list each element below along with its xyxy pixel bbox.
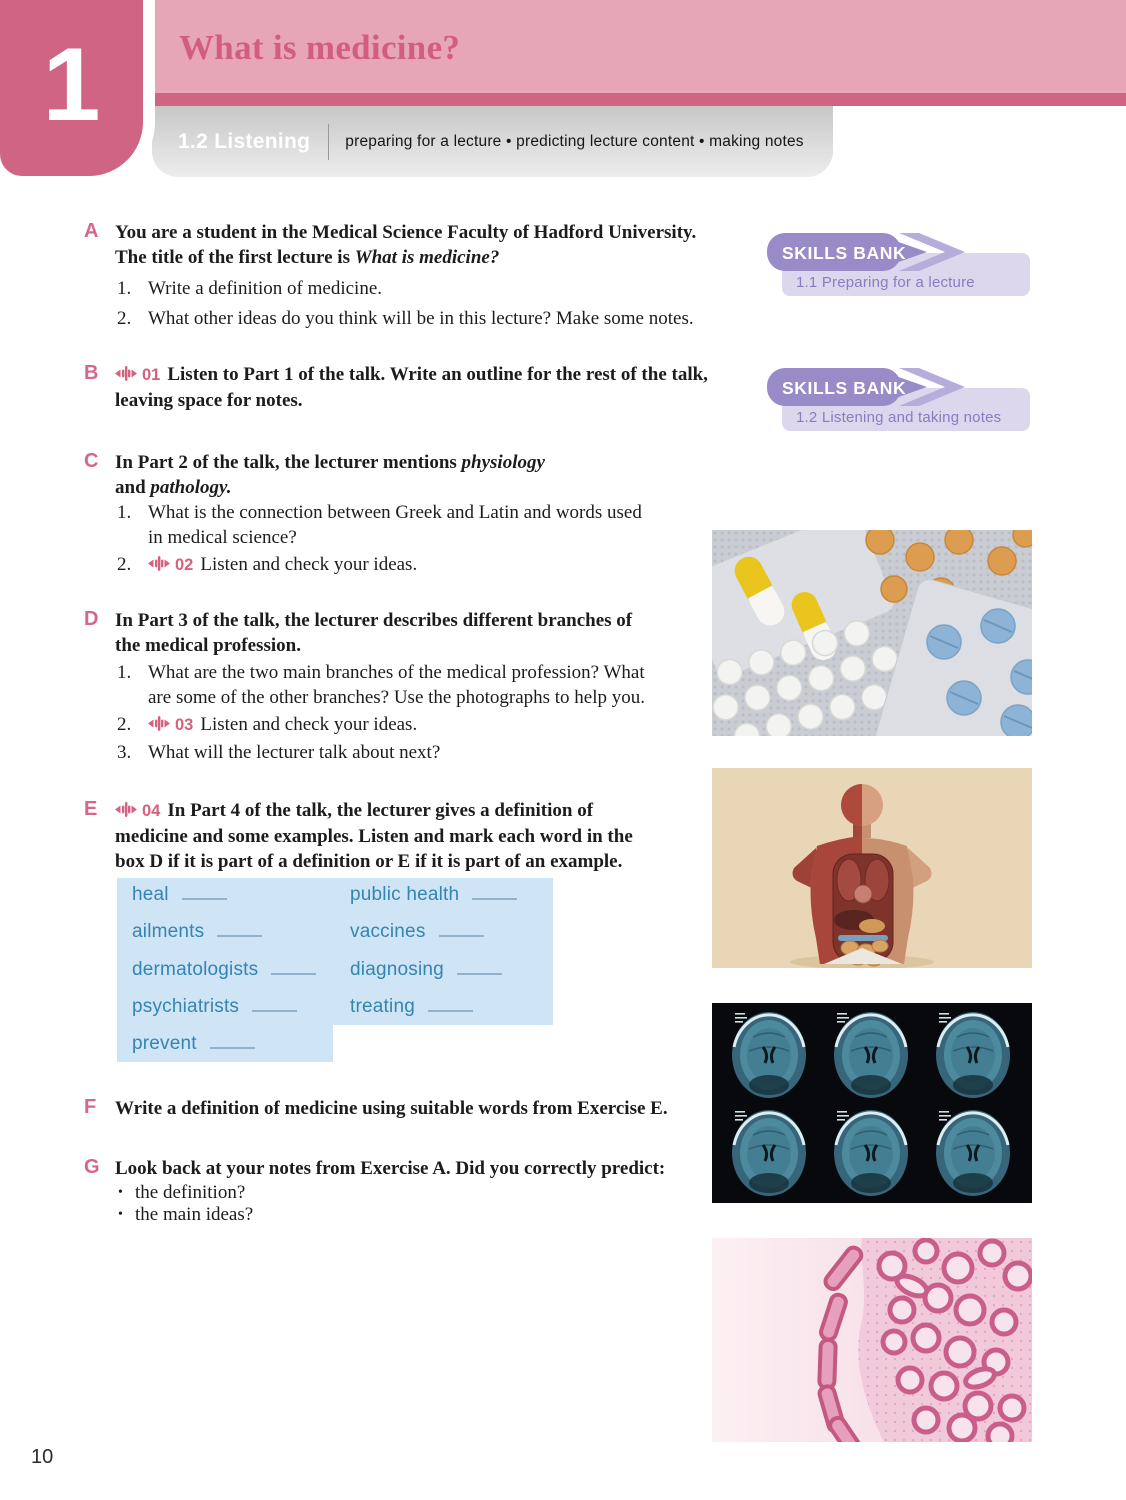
track-number: 04 (142, 802, 161, 820)
answer-blank (271, 959, 316, 975)
anatomy-model-photo (712, 768, 1032, 968)
track-number: 02 (175, 556, 194, 574)
word-item: treating (350, 996, 473, 1018)
track-number: 01 (142, 366, 161, 384)
answer-blank (210, 1033, 255, 1049)
page-number: 10 (31, 1446, 54, 1468)
exercise-a-letter: A (84, 220, 99, 242)
divider (328, 124, 329, 160)
track-number: 03 (175, 716, 194, 734)
skills-bank-reference-label: 1.2 Listening and taking notes (796, 409, 1002, 426)
answer-blank (439, 921, 484, 937)
exercise-d-item-2: 2. 03 Listen and check your ideas. (117, 714, 418, 735)
bullet-icon: • (118, 1185, 123, 1200)
exercise-d-item-3: 3. What will the lecturer talk about next? (117, 742, 441, 763)
brain-mri-photo (712, 1003, 1032, 1203)
exercise-c-item-2: 2. 02 Listen and check your ideas. (117, 554, 418, 575)
lecture-title-italic: What is medicine? (354, 247, 500, 268)
audio-waveform-icon (148, 715, 170, 732)
section-skills: preparing for a lecture • predicting lecture content • making notes (345, 132, 804, 150)
exercise-d-item-1: 1. What are the two main branches of the medical profession? What are some of the other branches? Use the photographs to help you. (117, 662, 646, 708)
exercise-b-letter: B (84, 362, 99, 384)
exercise-a-intro: You are a student in the Medical Science Faculty of Hadford University. The title of the first lecture is What is medicine? (115, 222, 697, 268)
exercise-d-letter: D (84, 608, 99, 630)
skills-bank-label: SKILLS BANK (782, 378, 907, 398)
skills-bank-banner (767, 368, 967, 406)
tissue-microscopy-photo (712, 1238, 1032, 1442)
skills-bank-label: SKILLS BANK (782, 243, 907, 263)
exercise-e-letter: E (84, 798, 98, 820)
exercise-g-intro: Look back at your notes from Exercise A. Did you correctly predict: (115, 1158, 666, 1179)
word-item: heal (132, 884, 227, 906)
skills-bank-reference-label: 1.1 Preparing for a lecture (796, 274, 975, 291)
exercise-b-text: 01 Listen to Part 1 of the talk. Write an outline for the rest of the talk, leaving space for notes. (115, 364, 708, 411)
audio-waveform-icon (115, 801, 137, 818)
exercise-g-letter: G (84, 1156, 100, 1178)
exercise-c-letter: C (84, 450, 99, 472)
word-item: ailments (132, 921, 262, 943)
answer-blank (457, 959, 502, 975)
answer-blank (182, 884, 227, 900)
exercise-a-item-1: 1. Write a definition of medicine. (117, 278, 383, 299)
exercise-a-item-2: 2. What other ideas do you think will be in this lecture? Make some notes. (117, 308, 694, 329)
exercise-e-text: 04 In Part 4 of the talk, the lecturer gives a definition of medicine and some examples. Listen and mark each word in the box D if it is part of a definition or E if it is part of an example. (115, 800, 633, 872)
pills-photo (712, 530, 1032, 736)
answer-blank (472, 884, 517, 900)
unit-number-badge (0, 0, 143, 176)
word-item: dermatologists (132, 959, 316, 981)
exercise-g-bullet-1: • the definition? (118, 1182, 246, 1203)
exercise-c-intro: In Part 2 of the talk, the lecturer mentions physiology and pathology. (115, 452, 545, 498)
exercise-d-intro: In Part 3 of the talk, the lecturer describes different branches of the medical profession. (115, 610, 633, 656)
exercise-g-bullet-2: • the main ideas? (118, 1204, 254, 1225)
word-item: diagnosing (350, 959, 502, 981)
bullet-icon: • (118, 1207, 123, 1222)
word-item: prevent (132, 1033, 255, 1055)
unit-title: What is medicine? (179, 28, 461, 67)
word-item: psychiatrists (132, 996, 297, 1018)
skills-bank-banner (767, 233, 967, 271)
word-item: public health (350, 884, 517, 906)
exercise-f-text: Write a definition of medicine using suitable words from Exercise E. (115, 1098, 668, 1119)
unit-number: 1 (42, 26, 101, 143)
audio-waveform-icon (148, 555, 170, 572)
answer-blank (252, 996, 297, 1012)
word-item: vaccines (350, 921, 484, 943)
audio-waveform-icon (115, 365, 137, 382)
answer-blank (217, 921, 262, 937)
section-code: 1.2 Listening (178, 129, 311, 153)
answer-blank (428, 996, 473, 1012)
section-header-band (152, 106, 833, 177)
exercise-f-letter: F (84, 1096, 97, 1118)
exercise-c-item-1: 1. What is the connection between Greek and Latin and words used in medical science? (117, 502, 642, 548)
